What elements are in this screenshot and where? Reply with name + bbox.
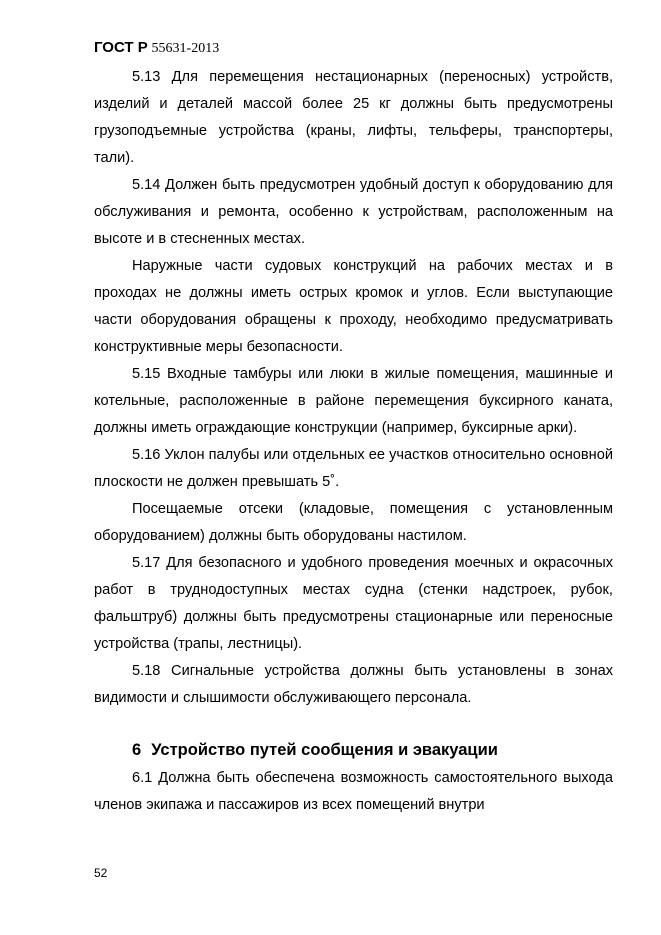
paragraph-outer-parts: Наружные части судовых конструкций на рабочих местах и в проходах не должны иметь острых кромок и углов. Если выступающие части оборудования обращены к проходу, необходимо предусматривать конструктивные меры безопасности. — [94, 258, 613, 355]
standard-number: 55631-2013 — [151, 41, 220, 56]
page-number: 52 — [94, 866, 108, 880]
paragraph-5-14: 5.14 Должен быть предусмотрен удобный доступ к оборудованию для обслуживания и ремонта, особенно к устройствам, расположенным на высоте и в стесненных местах. — [94, 177, 613, 247]
section-heading — [94, 735, 613, 765]
paragraph-5-17: 5.17 Для безопасного и удобного проведения моечных и окрасочных работ в труднодоступных местах судна (стенки надстроек, рубок, фальштруб) должны быть предусмотрены стационарные или переносные устройства (трапы, лестницы). — [94, 555, 613, 652]
section-title: Устройство путей сообщения и эвакуации — [151, 741, 498, 759]
document-body — [94, 64, 613, 819]
paragraph-5-13: 5.13 Для перемещения нестационарных (переносных) устройств, изделий и деталей массой более 25 кг должны быть предусмотрены грузоподъемные устройства (краны, лифты, тельферы, транспортеры, тали). — [94, 69, 613, 166]
page-header — [94, 39, 219, 58]
standard-prefix: ГОСТ Р — [94, 39, 148, 56]
section-number: 6 — [132, 741, 142, 759]
paragraph-5-15: 5.15 Входные тамбуры или люки в жилые помещения, машинные и котельные, расположенные в районе перемещения буксирного каната, должны иметь ограждающие конструкции (например, буксирные арки). — [94, 366, 613, 436]
paragraph-5-18: 5.18 Сигнальные устройства должны быть установлены в зонах видимости и слышимости обслуживающего персонала. — [94, 663, 613, 706]
paragraph-5-16: 5.16 Уклон палубы или отдельных ее участков относительно основной плоскости не должен превышать 5˚. — [94, 447, 613, 490]
paragraph-6-1: 6.1 Должна быть обеспечена возможность самостоятельного выхода членов экипажа и пассажиров из всех помещений внутри — [94, 770, 613, 813]
paragraph-compartments: Посещаемые отсеки (кладовые, помещения с установленным оборудованием) должны быть оборудованы настилом. — [94, 501, 613, 544]
